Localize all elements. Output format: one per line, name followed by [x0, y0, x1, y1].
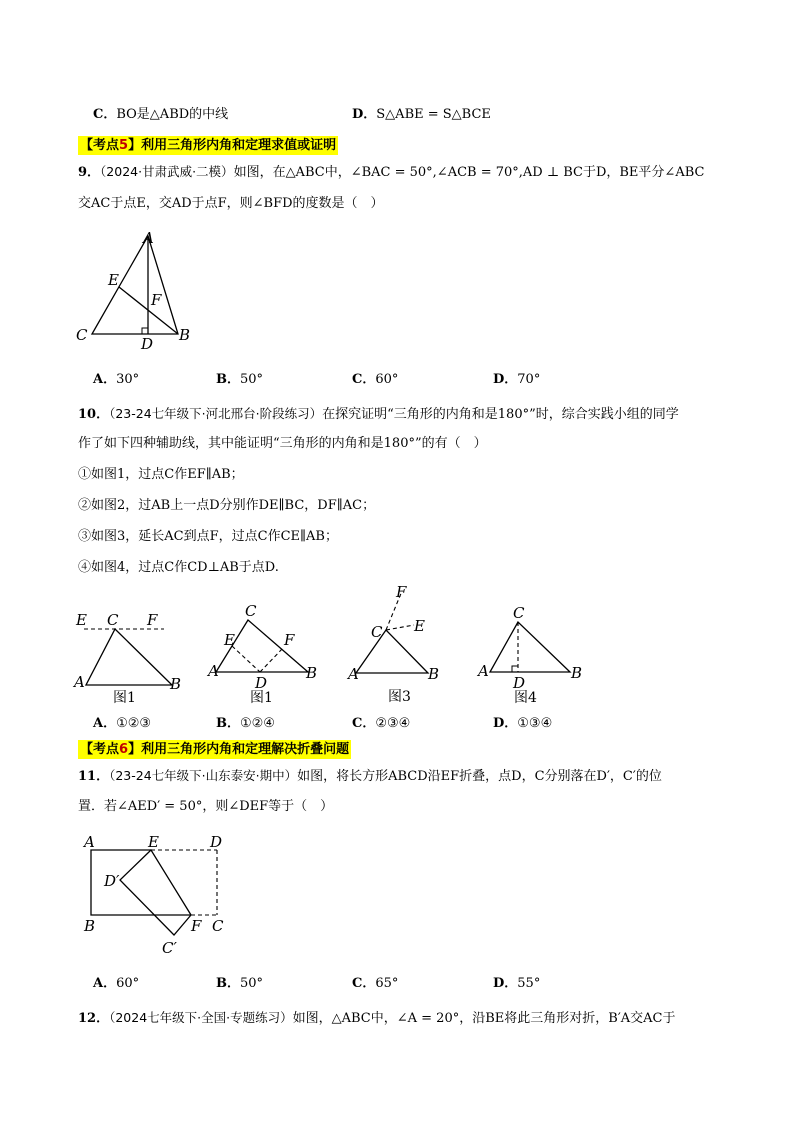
caption-fig1: 图1 [113, 690, 136, 706]
svg-text:E: E [224, 631, 235, 649]
q11-option-c: C．65° [352, 976, 399, 991]
triangle [356, 630, 428, 673]
q10-figure-1 [70, 605, 190, 707]
q9-figure [70, 225, 210, 355]
q10-option-a: A．①②③ [93, 716, 152, 731]
option-d: D．S△ABE = S△BCE [352, 107, 491, 122]
svg-text:A: A [208, 662, 219, 680]
q10-item-2: ②如图2，过AB上一点D分别作DE∥BC，DF∥AC； [78, 498, 376, 513]
svg-text:B: B [170, 675, 182, 693]
option-c-text: BO是△ABD的中线 [116, 107, 229, 122]
svg-text:A: A [348, 665, 359, 683]
svg-text:F: F [396, 585, 407, 601]
q12-line1: 12．（2024七年级下·全国·专题练习）如图，△ABC中，∠A = 20°，沿BE将此三角形对折，B′A交AC于 [78, 1010, 676, 1026]
q11-line1: 11．（23-24七年级下·山东泰安·期中）如图，将长方形ABCD沿EF折叠，点D，C分别落在D′，C′的位 [78, 768, 662, 784]
q10-option-b: B．①②④ [216, 716, 275, 731]
svg-text:F: F [147, 611, 158, 629]
label-b: B [179, 326, 191, 344]
q11-option-a: A．60° [93, 976, 140, 991]
q10-line1: 10．（23-24七年级下·河北邢台·阶段练习）在探究证明“三角形的内角和是180°”时，综合实践小组的同学 [78, 406, 679, 422]
q11-line2: 置．若∠AED′ = 50°，则∠DEF等于（ ） [78, 799, 334, 814]
caption-fig3: 图3 [388, 689, 411, 705]
svg-text:C: C [371, 623, 383, 641]
label-a: A [143, 229, 154, 247]
q9-option-a: A．30° [93, 372, 140, 387]
label-d: D [141, 335, 154, 353]
q11-option-d: D．55° [493, 976, 541, 991]
q10-item-1: ①如图1，过点C作EF∥AB； [78, 467, 244, 482]
line-de [232, 646, 260, 672]
q9-option-c: C．60° [352, 372, 399, 387]
q10-item-4: ④如图4，过点C作CD⊥AB于点D. [78, 560, 279, 575]
svg-text:D: D [255, 674, 268, 692]
svg-text:E: E [414, 617, 425, 635]
q9-line1: 9．（2024·甘肃武威·二模）如图，在△ABC中，∠BAC = 50°,∠ACB = 70°,AD ⊥ BC于D，BE平分∠ABC [78, 164, 705, 180]
option-c: C．BO是△ABD的中线 [93, 107, 229, 122]
section-heading-6: 【考点6】利用三角形内角和定理解决折叠问题 [80, 742, 350, 757]
q10-line2: 作了如下四种辅助线，其中能证明“三角形的内角和是180°”的有（ ） [78, 436, 487, 451]
caption-fig2: 图1 [250, 690, 273, 706]
svg-text:C: C [245, 602, 257, 620]
label-f: F [151, 291, 162, 309]
triangle [86, 629, 172, 685]
q10-option-d: D．①③④ [493, 716, 553, 731]
line-df [260, 647, 284, 672]
label-f: F [191, 917, 202, 935]
q11-figure [74, 828, 244, 960]
label-d-prime: D′ [104, 872, 120, 890]
svg-text:B: B [306, 664, 318, 682]
q10-figure-2 [200, 600, 330, 708]
svg-text:A: A [74, 673, 85, 691]
line-ce [386, 625, 414, 630]
q11-option-b: B．50° [216, 976, 264, 991]
q10-figure-4 [470, 600, 590, 708]
q9-option-b: B．50° [216, 372, 264, 387]
right-angle-mark [512, 666, 518, 672]
right-angle-mark [142, 328, 148, 334]
q10-item-3: ③如图3，延长AC到点F，过点C作CE∥AB； [78, 529, 338, 544]
label-d: D [210, 833, 223, 851]
folded-quad [120, 850, 191, 935]
svg-text:B: B [428, 665, 440, 683]
q9-line2: 交AC于点E，交AD于点F，则∠BFD的度数是（ ） [78, 196, 384, 211]
label-a: A [84, 833, 95, 851]
svg-text:B: B [571, 664, 583, 682]
label-e: E [108, 271, 119, 289]
section-heading-5: 【考点5】利用三角形内角和定理求值或证明 [80, 138, 337, 153]
triangle-abc [92, 236, 178, 334]
svg-text:C: C [513, 604, 525, 622]
svg-text:F: F [284, 631, 295, 649]
q10-option-c: C．②③④ [352, 716, 411, 731]
svg-text:C: C [107, 611, 119, 629]
label-e: E [148, 833, 159, 851]
q10-figure-3 [340, 585, 460, 707]
caption-fig4: 图4 [514, 690, 537, 706]
svg-text:A: A [478, 662, 489, 680]
svg-text:D: D [513, 674, 526, 692]
q9-option-d: D．70° [493, 372, 541, 387]
triangle [490, 622, 570, 672]
label-b: B [84, 917, 96, 935]
option-d-text: S△ABE = S△BCE [376, 107, 491, 122]
label-c-prime: C′ [162, 939, 177, 957]
label-c: C [212, 917, 224, 935]
label-c: C [76, 326, 88, 344]
svg-text:E: E [76, 611, 87, 629]
